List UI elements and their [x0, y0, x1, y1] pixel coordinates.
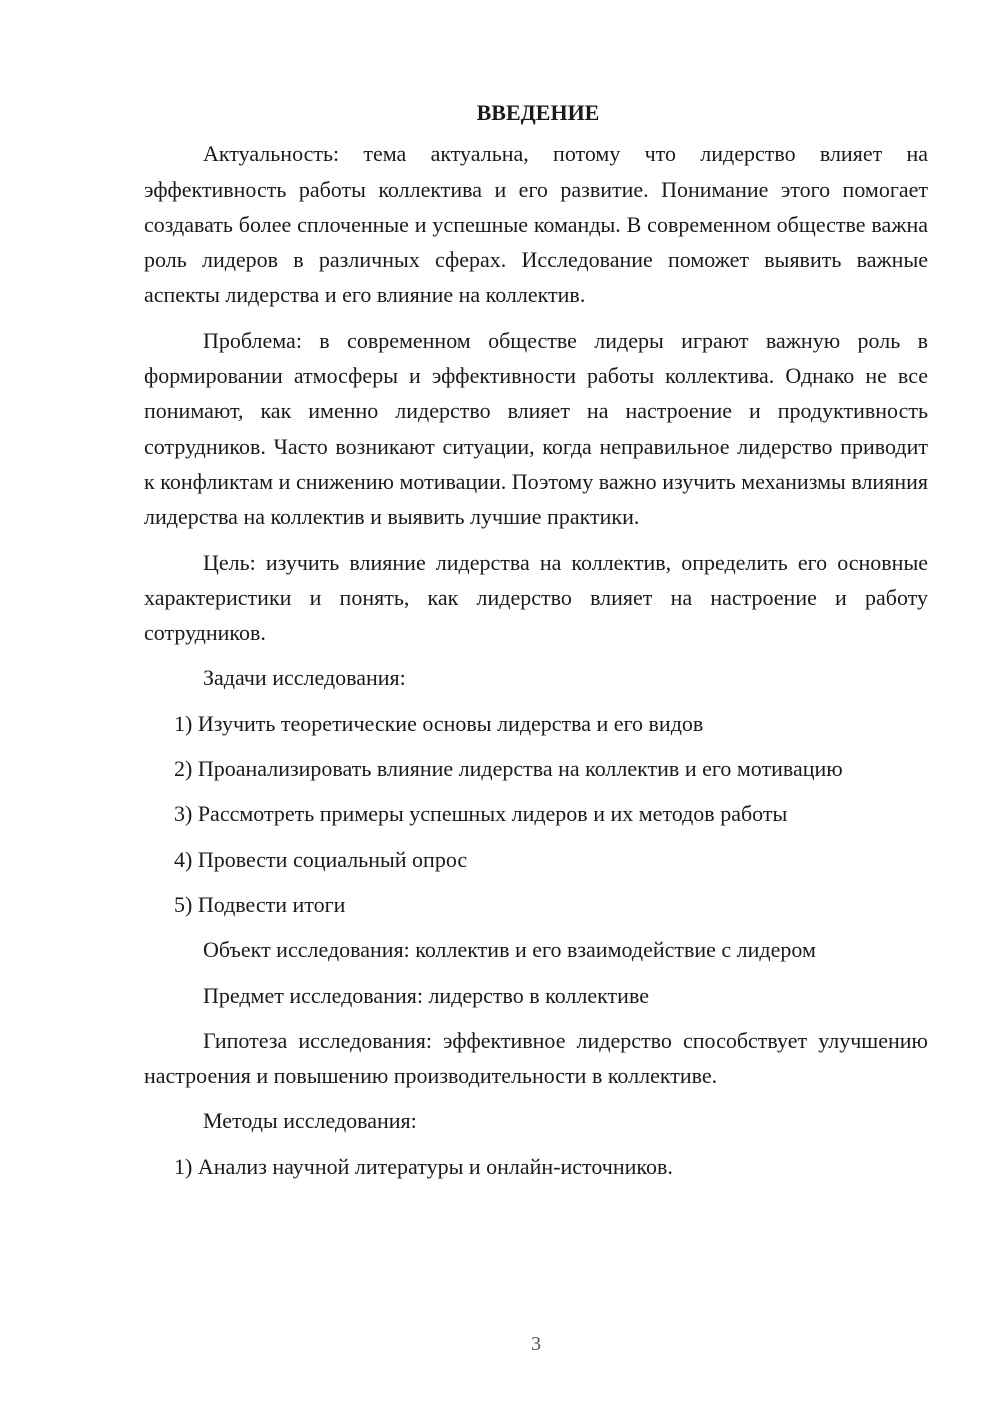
document-page [144, 95, 928, 1194]
relevance-paragraph: Актуальность: тема актуальна, потому что лидерство влияет на эффективность работы коллектива и его развитие. Понимание этого помогает создавать более сплоченные и успешные команды. В современном обществе важна роль лидеров в различных сферах. Исследование поможет выявить важные аспекты лидерства и его влияние на коллектив. [144, 141, 928, 308]
goal-paragraph: Цель: изучить влияние лидерства на коллектив, определить его основные характеристики и понять, как лидерство влияет на настроение и работу сотрудников. [144, 549, 928, 646]
page-number: 3 [531, 1333, 541, 1355]
problem-paragraph: Проблема: в современном обществе лидеры играют важную роль в формировании атмосферы и эффективности работы коллектива. Однако не все понимают, как именно лидерство влияет на настроение и продуктивность сотрудников. Часто возникают ситуации, когда неправильное лидерство приводит к конфликтам и снижению мотивации. Поэтому важно изучить механизмы влияния лидерства на коллектив и выявить лучшие практики. [144, 327, 928, 530]
section-title: ВВЕДЕНИЕ [476, 100, 600, 125]
subject-paragraph: Предмет исследования: лидерство в коллективе [203, 982, 649, 1008]
task-item: 5) Подвести итоги [174, 891, 346, 917]
object-paragraph: Объект исследования: коллектив и его взаимодействие с лидером [203, 937, 816, 963]
task-item: 1) Изучить теоретические основы лидерства и его видов [174, 710, 704, 736]
methods-heading: Методы исследования: [203, 1108, 417, 1134]
task-item: 3) Рассмотреть примеры успешных лидеров и их методов работы [174, 801, 788, 827]
task-item: 2) Проанализировать влияние лидерства на коллектив и его мотивацию [174, 756, 843, 782]
tasks-heading: Задачи исследования: [203, 665, 406, 691]
hypothesis-paragraph: Гипотеза исследования: эффективное лидерство способствует улучшению настроения и повышению производительности в коллективе. [144, 1027, 928, 1089]
task-item: 4) Провести социальный опрос [174, 846, 468, 872]
method-item: 1) Анализ научной литературы и онлайн-источников. [174, 1153, 673, 1179]
